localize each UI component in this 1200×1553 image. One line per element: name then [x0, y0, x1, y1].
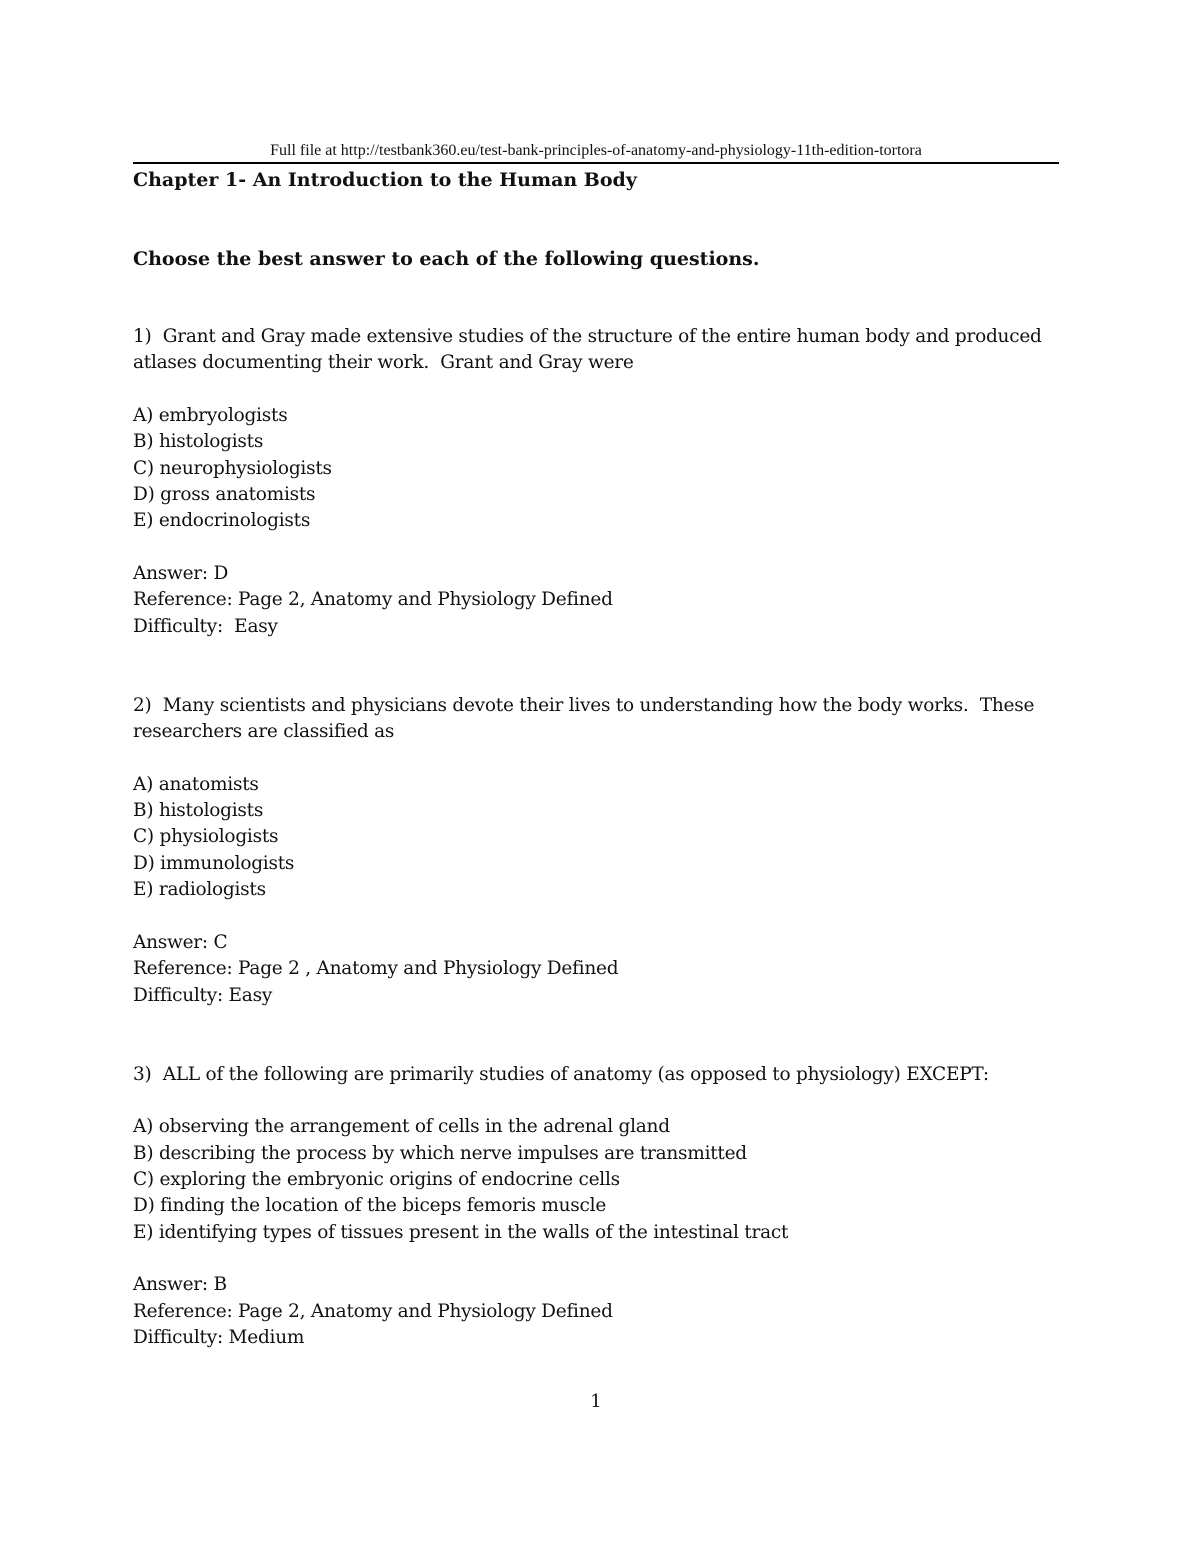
- difficulty-line: Difficulty: Medium: [133, 1327, 305, 1348]
- answer-option: A) observing the arrangement of cells in the adrenal gland: [133, 1116, 670, 1137]
- reference-line: Reference: Page 2, Anatomy and Physiology Defined: [133, 1301, 613, 1322]
- page-number: 1: [590, 1391, 602, 1412]
- question-stem-line: 1) Grant and Gray made extensive studies of the structure of the entire human body and produced: [133, 326, 1042, 347]
- answer-option: D) immunologists: [133, 853, 295, 874]
- answer-option: E) endocrinologists: [133, 510, 311, 531]
- answer-option: C) neurophysiologists: [133, 458, 332, 479]
- answer-option: A) anatomists: [133, 774, 259, 795]
- difficulty-line: Difficulty: Easy: [133, 985, 273, 1006]
- answer-key: Answer: C: [133, 932, 228, 953]
- answer-option: E) identifying types of tissues present in the walls of the intestinal tract: [133, 1222, 789, 1243]
- source-link[interactable]: Full file at http://testbank360.eu/test-bank-principles-of-anatomy-and-physiology-11th-edition-tortora: [270, 142, 922, 159]
- answer-option: C) exploring the embryonic origins of endocrine cells: [133, 1169, 620, 1190]
- answer-option: B) histologists: [133, 431, 264, 452]
- answer-option: B) histologists: [133, 800, 264, 821]
- answer-option: B) describing the process by which nerve impulses are transmitted: [133, 1143, 747, 1164]
- difficulty-line: Difficulty: Easy: [133, 616, 278, 637]
- answer-option: A) embryologists: [133, 405, 288, 426]
- question-stem-line: 2) Many scientists and physicians devote their lives to understanding how the body works. These: [133, 695, 1035, 716]
- instructions-heading: Choose the best answer to each of the following questions.: [133, 248, 760, 270]
- header-divider: [133, 162, 1059, 164]
- reference-line: Reference: Page 2, Anatomy and Physiology Defined: [133, 589, 613, 610]
- question-stem-line: researchers are classified as: [133, 721, 395, 742]
- answer-key: Answer: B: [133, 1274, 227, 1295]
- chapter-title: Chapter 1- An Introduction to the Human Body: [133, 169, 637, 191]
- answer-option: E) radiologists: [133, 879, 266, 900]
- question-stem-line: 3) ALL of the following are primarily studies of anatomy (as opposed to physiology) EXCEPT:: [133, 1064, 989, 1085]
- answer-option: C) physiologists: [133, 826, 279, 847]
- answer-option: D) finding the location of the biceps femoris muscle: [133, 1195, 607, 1216]
- question-stem-line: atlases documenting their work. Grant and Gray were: [133, 352, 634, 373]
- reference-line: Reference: Page 2 , Anatomy and Physiology Defined: [133, 958, 619, 979]
- answer-key: Answer: D: [133, 563, 229, 584]
- answer-option: D) gross anatomists: [133, 484, 316, 505]
